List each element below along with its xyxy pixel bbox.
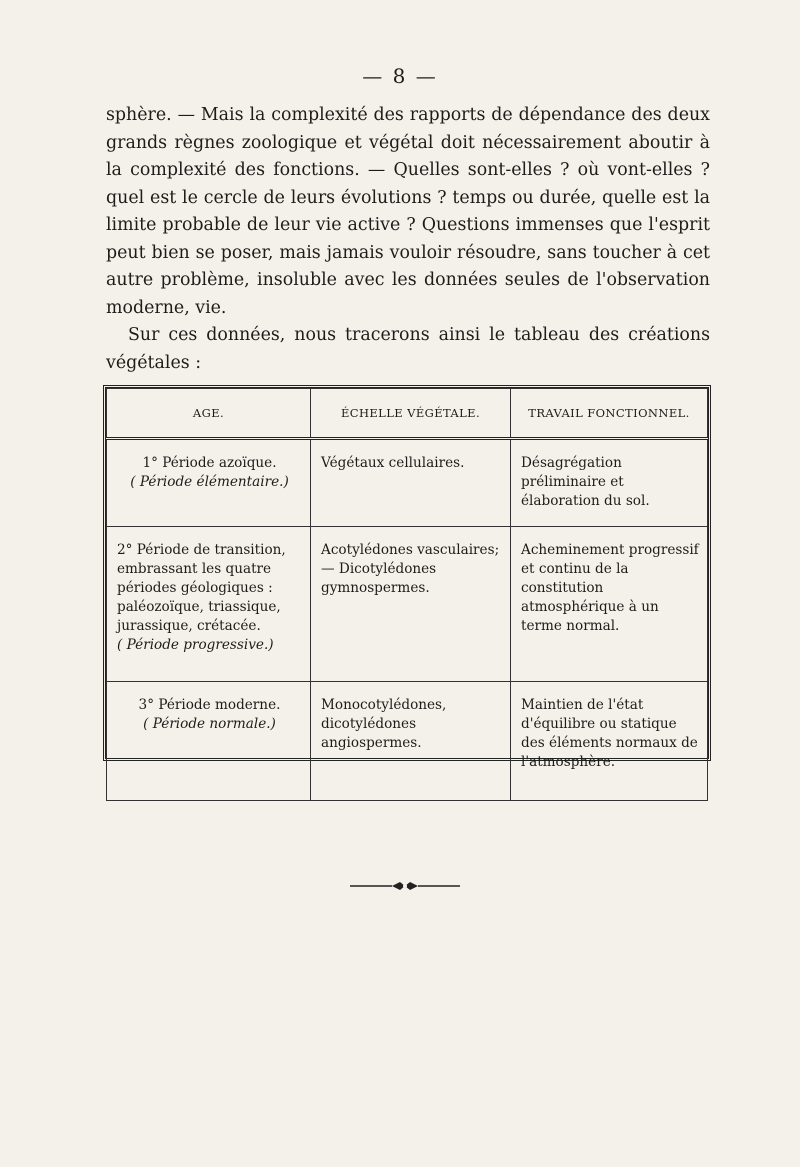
cell-age — [107, 439, 311, 527]
fleuron-ornament-icon — [350, 880, 460, 892]
page-number: — 8 — — [362, 64, 438, 88]
age-note: ( Période normale.) — [143, 716, 276, 732]
age-label: 1° Période azoïque. — [142, 455, 277, 471]
header-echelle: ÉCHELLE VÉGÉTALE. — [311, 389, 511, 439]
header-travail: TRAVAIL FONCTIONNEL. — [511, 389, 708, 439]
paragraph: Sur ces données, nous tracerons ainsi le tableau des créations végétales : — [106, 325, 710, 373]
age-label: 3° Période moderne. — [138, 697, 281, 713]
table-row — [107, 439, 708, 527]
cell-travail: Désagrégation préliminaire et élaboration du sol. — [511, 439, 708, 527]
header-age: AGE. — [107, 389, 311, 439]
cell-age — [107, 682, 311, 801]
creations-table — [106, 388, 708, 801]
body-text — [106, 102, 710, 377]
age-label: 2° Période de transition, embrassant les quatre périodes géologiques : paléozoïque, triassique, jurassique, crétacée. — [117, 542, 286, 634]
cell-travail: Acheminement progressif et continu de la constitution atmosphérique à un terme normal. — [511, 527, 708, 682]
table-row — [107, 527, 708, 682]
creations-table-frame — [103, 385, 711, 770]
cell-echelle: Végétaux cellulaires. — [311, 439, 511, 527]
age-note: ( Période progressive.) — [117, 637, 274, 653]
table-header-row — [107, 389, 708, 439]
age-note: ( Période élémentaire.) — [130, 474, 289, 490]
cell-age — [107, 527, 311, 682]
cell-travail: Maintien de l'état d'équilibre ou statique des éléments normaux de l'atmosphère. — [511, 682, 708, 801]
table-row — [107, 682, 708, 801]
paragraph: sphère. — Mais la complexité des rapports de dépendance des deux grands règnes zoologique et végétal doit nécessairement aboutir à la complexité des fonctions. — Quelles sont-elles ? où vont-elles ? quel est le cercle de leurs évolutions ? temps ou durée, quelle est la limite probable de leur vie active ? Questions immenses que l'esprit peut bien se poser, mais jamais vouloir résoudre, sans toucher à cet autre problème, insoluble avec les données seules de l'observation moderne, vie. — [106, 105, 710, 318]
cell-echelle: Monocotylédones, dicotylédones angiospermes. — [311, 682, 511, 801]
cell-echelle: Acotylédones vasculaires; — Dicotylédones gymnospermes. — [311, 527, 511, 682]
